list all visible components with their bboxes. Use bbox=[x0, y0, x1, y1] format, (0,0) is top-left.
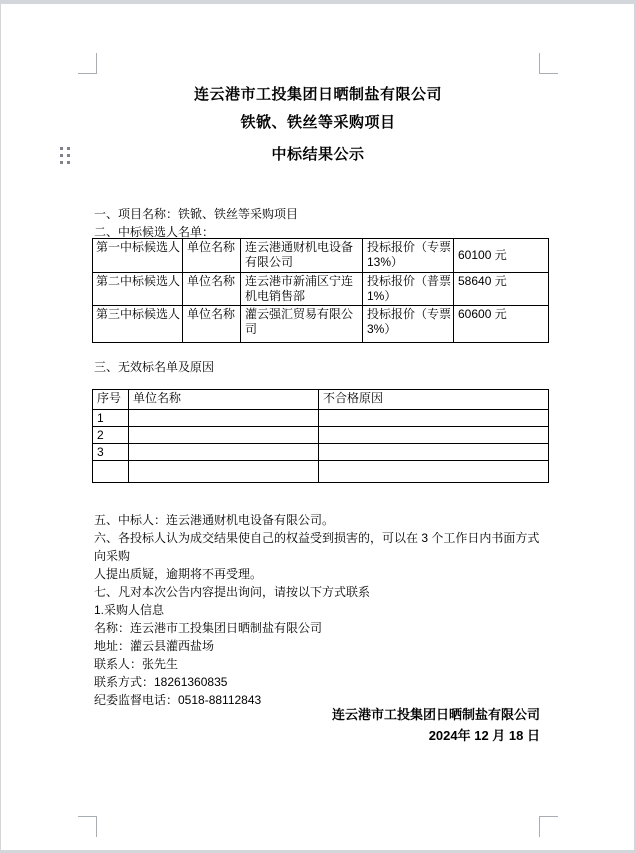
quote-amount: 60100 元 bbox=[454, 239, 549, 273]
signature-company: 连云港市工投集团日晒制盐有限公司 bbox=[331, 707, 540, 722]
candidate-company: 连云港通财机电设备有限公司 bbox=[241, 239, 363, 273]
body-line: 七、凡对本次公告内容提出询问，请按以下方式联系 bbox=[94, 585, 371, 599]
body-paragraphs bbox=[94, 511, 544, 709]
quote-amount: 58640 元 bbox=[454, 273, 549, 306]
section-candidates: 二、中标候选人名单： bbox=[94, 225, 215, 239]
seq-cell: 2 bbox=[93, 427, 129, 444]
signature-date: 2024年 12 月 18 日 bbox=[428, 728, 540, 743]
reason-cell bbox=[319, 461, 549, 483]
reason-cell bbox=[319, 410, 549, 427]
unit-cell bbox=[129, 427, 319, 444]
table-row bbox=[93, 410, 549, 427]
reason-cell bbox=[319, 444, 549, 461]
body-line: 名称：连云港市工投集团日晒制盐有限公司 bbox=[94, 621, 323, 635]
table-row bbox=[93, 444, 549, 461]
table-row bbox=[93, 461, 549, 483]
quote-type: 投标报价（专票3%） bbox=[363, 306, 454, 343]
reason-cell bbox=[319, 427, 549, 444]
title-project: 铁锨、铁丝等采购项目 bbox=[240, 114, 396, 131]
body-line: 人提出质疑，逾期将不再受理。 bbox=[94, 567, 263, 581]
table-row bbox=[93, 239, 549, 273]
table-row bbox=[93, 306, 549, 343]
body-line: 五、中标人：连云港通财机电设备有限公司。 bbox=[94, 513, 335, 527]
table-row bbox=[93, 427, 549, 444]
body-line: 联系人：张先生 bbox=[94, 657, 179, 671]
candidate-company: 灌云强汇贸易有限公司 bbox=[241, 306, 363, 343]
quote-amount: 60600 元 bbox=[454, 306, 549, 343]
unit-label: 单位名称 bbox=[183, 239, 241, 273]
column-header-seq: 序号 bbox=[93, 390, 129, 410]
table-header-row bbox=[93, 390, 549, 410]
unit-label: 单位名称 bbox=[183, 306, 241, 343]
body-line: 地址：灌云县灌西盐场 bbox=[94, 639, 215, 653]
margin-mark-bottom-right bbox=[539, 816, 558, 837]
candidates-table bbox=[92, 238, 549, 343]
body-line: 1.采购人信息 bbox=[94, 603, 165, 617]
quote-type: 投标报价（专票13%） bbox=[363, 239, 454, 273]
section-project-name: 一、项目名称：铁锨、铁丝等采购项目 bbox=[94, 207, 299, 221]
seq-cell: 3 bbox=[93, 444, 129, 461]
title-announcement: 中标结果公示 bbox=[271, 146, 365, 163]
candidate-rank: 第三中标候选人 bbox=[93, 306, 183, 343]
margin-mark-bottom-left bbox=[78, 816, 97, 837]
seq-cell bbox=[93, 461, 129, 483]
margin-mark-top-left bbox=[78, 53, 97, 74]
candidate-rank: 第一中标候选人 bbox=[93, 239, 183, 273]
invalid-bids-table bbox=[92, 389, 549, 483]
candidate-company: 连云港市新浦区宁连机电销售部 bbox=[241, 273, 363, 306]
column-header-unit: 单位名称 bbox=[129, 390, 319, 410]
unit-cell bbox=[129, 410, 319, 427]
seq-cell: 1 bbox=[93, 410, 129, 427]
candidate-rank: 第二中标候选人 bbox=[93, 273, 183, 306]
quote-type: 投标报价（普票1%） bbox=[363, 273, 454, 306]
column-header-reason: 不合格原因 bbox=[319, 390, 549, 410]
title-company: 连云港市工投集团日晒制盐有限公司 bbox=[193, 86, 442, 103]
body-line: 联系方式：18261360835 bbox=[94, 675, 228, 689]
table-row bbox=[93, 273, 549, 306]
unit-cell bbox=[129, 444, 319, 461]
body-line: 六、各投标人认为成交结果使自己的权益受到损害的，可以在 3 个工作日内书面方式向采购 bbox=[94, 531, 540, 563]
margin-mark-top-right bbox=[539, 53, 558, 74]
section-invalid-bids: 三、无效标名单及原因 bbox=[94, 360, 215, 374]
signature-block bbox=[332, 704, 540, 746]
unit-label: 单位名称 bbox=[183, 273, 241, 306]
body-line: 纪委监督电话：0518-88112843 bbox=[94, 693, 262, 707]
unit-cell bbox=[129, 461, 319, 483]
